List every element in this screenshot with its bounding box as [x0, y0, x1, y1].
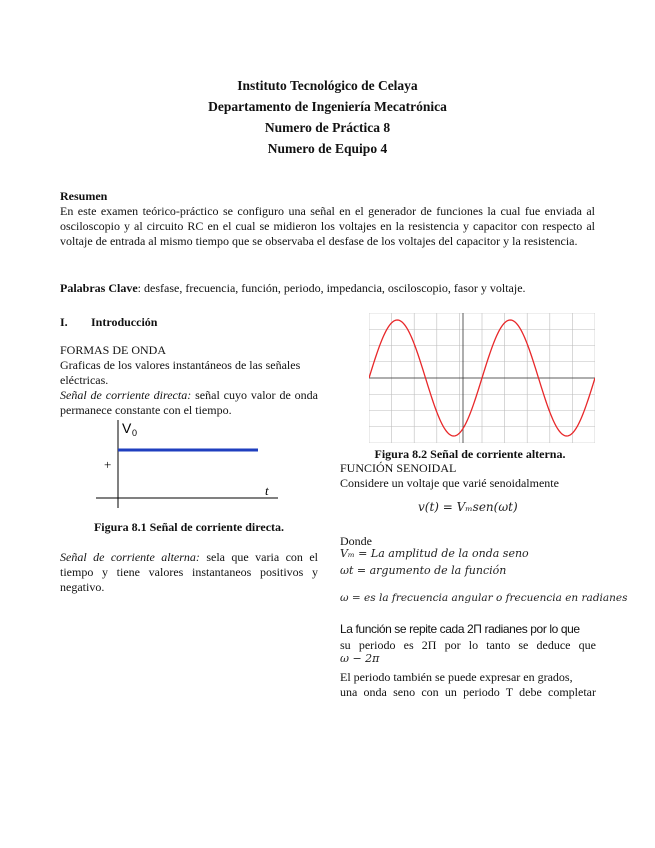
sinusoid-equation: v(t) = Vₘsen(ωt): [418, 500, 518, 514]
dc-definition: [60, 388, 318, 418]
section-number: I.: [60, 315, 68, 329]
dc-text: señal cuyo valor de onda permanece constante con el tiempo.: [60, 388, 319, 417]
waveforms-subheading: FORMAS DE ONDA: [60, 343, 167, 357]
abstract-heading: Resumen: [60, 189, 108, 203]
practice-number: Numero de Práctica 8: [264, 120, 391, 135]
amplitude-definition: Vₘ = La amplitud de la onda seno: [340, 547, 529, 560]
dc-signal-figure: [90, 418, 290, 510]
institute-title: Instituto Tecnológico de Celaya: [237, 78, 418, 93]
sinusoid-intro: Considere un voltaje que varié senoidalmente: [340, 476, 559, 490]
ac-term: Señal de corriente alterna:: [60, 550, 200, 564]
period-line2: su periodo es 2Π por lo tanto se deduce que: [340, 638, 596, 652]
keywords: [60, 281, 600, 296]
dc-plus-sign: +: [104, 457, 112, 472]
donde-label: Donde: [340, 534, 372, 548]
department-title: Departamento de Ingeniería Mecatrónica: [208, 99, 447, 114]
ac-signal-figure: [369, 313, 595, 443]
keywords-text: : desfase, frecuencia, función, periodo, impedancia, osciloscopio, fasor y voltaje.: [137, 281, 526, 295]
dc-y-subscript: 0: [132, 428, 138, 438]
degrees-line2: una onda seno con un periodo T debe completar: [340, 685, 596, 699]
sinusoid-subheading: FUNCIÓN SENOIDAL: [340, 461, 457, 475]
angular-frequency-definition: ω = es la frecuencia angular o frecuencia en radianes: [340, 592, 628, 604]
argument-definition: ωt = argumento de la función: [340, 564, 507, 577]
dc-t-label: t: [265, 483, 269, 498]
ac-text: sela que varia con el tiempo y tiene valores instantaneos positivos y negativo.: [60, 550, 319, 594]
ac-definition: [60, 550, 318, 595]
section-title: Introducción: [91, 315, 158, 329]
keywords-label: Palabras Clave: [60, 281, 138, 295]
waveforms-definition: Graficas de los valores instantáneos de las señales eléctricas.: [60, 358, 301, 387]
period-equation: ω − 2π: [340, 652, 380, 665]
abstract-body: En este examen teórico-práctico se configuro una señal en el generador de funciones la cual fue enviada al osciloscopio y al circuito RC en el cual se midieron los voltajes en la resistencia y capacitor con respecto al voltaje de entrada al mismo tiempo que se observaba el desfase de los voltajes del capacitor y la resistencia.: [60, 204, 595, 248]
degrees-line1: El periodo también se puede expresar en grados,: [340, 670, 573, 684]
period-line1: La función se repite cada 2Π radianes por lo que: [340, 622, 580, 636]
figure1-caption: Figura 8.1 Señal de corriente directa.: [93, 520, 285, 534]
dc-y-label: V: [122, 420, 132, 436]
team-number: Numero de Equipo 4: [267, 141, 388, 156]
figure2-caption: Figura 8.2 Señal de corriente alterna.: [374, 447, 566, 461]
dc-term: Señal de corriente directa:: [60, 388, 192, 402]
